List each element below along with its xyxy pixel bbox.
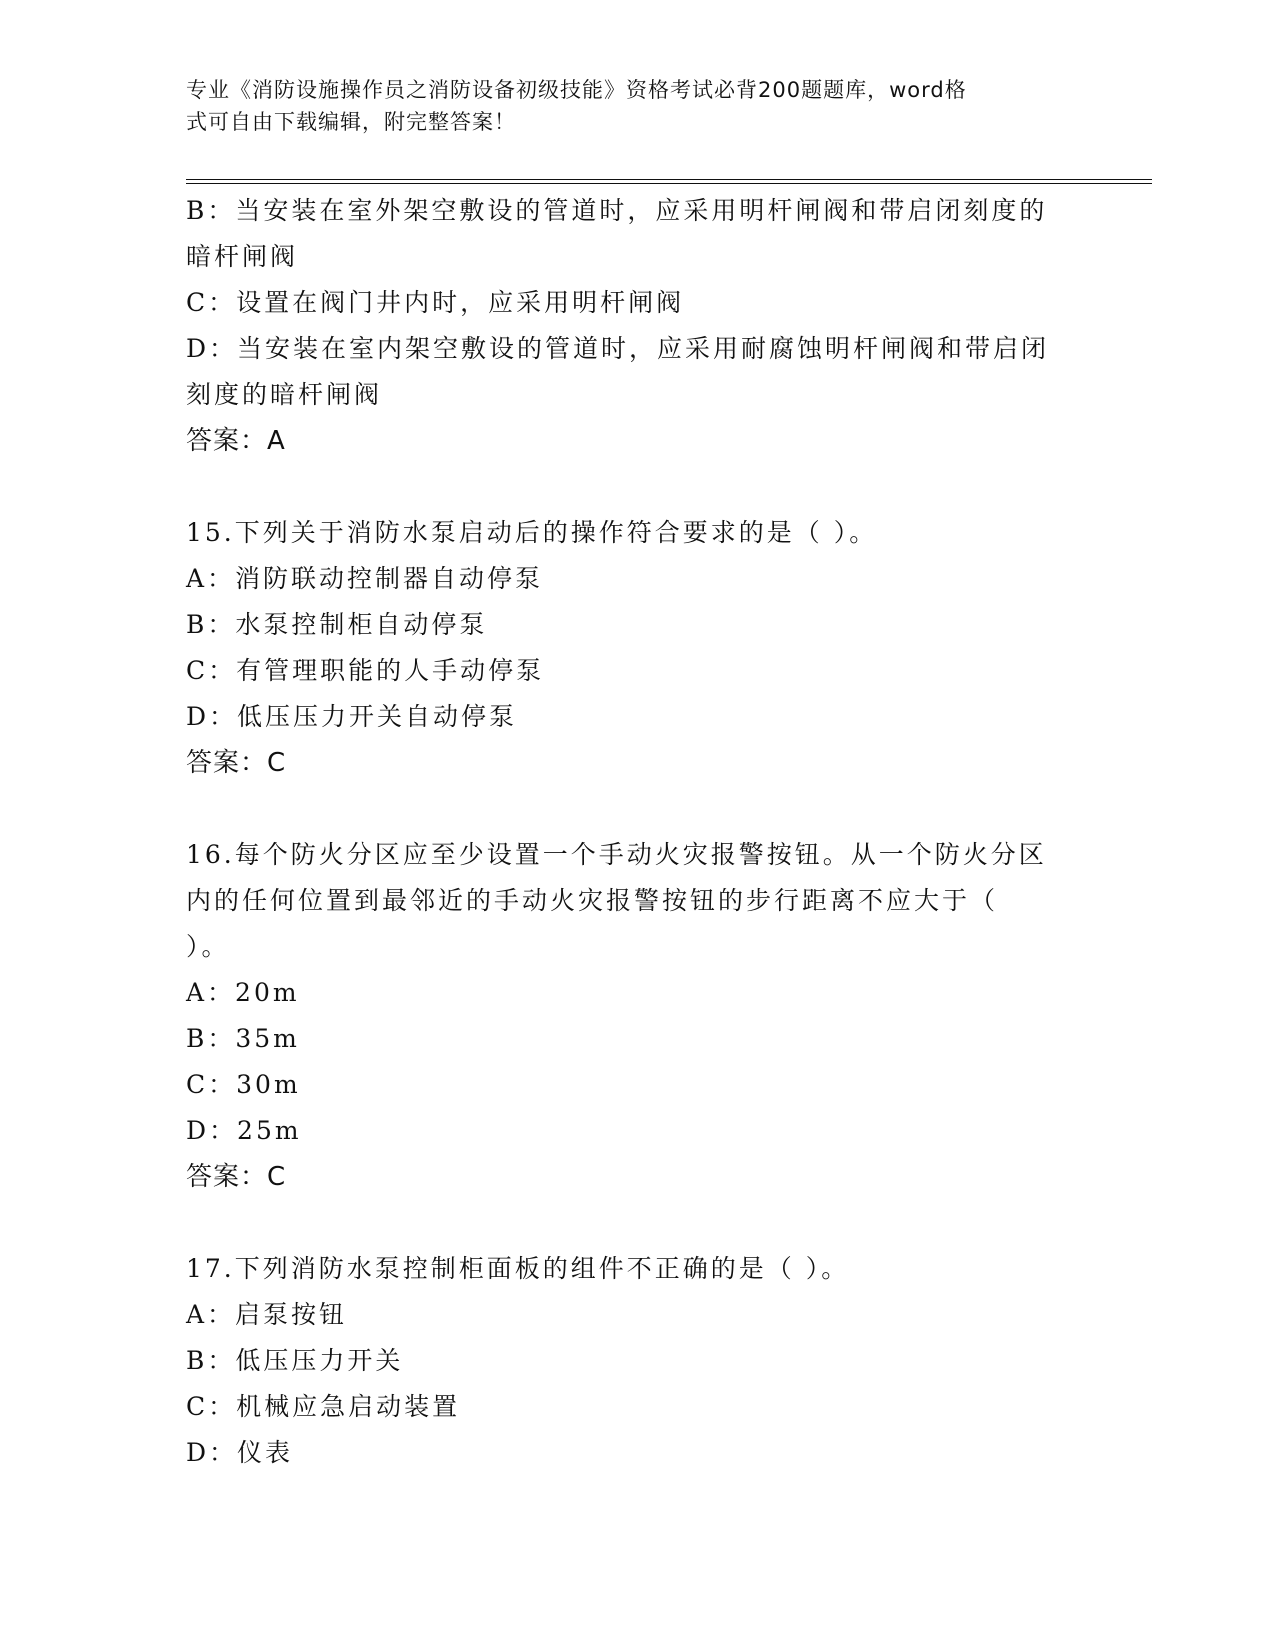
- option-a: A：20m: [186, 978, 300, 1007]
- question-block-15: [186, 510, 1086, 786]
- option-d: D：仪表: [186, 1438, 294, 1467]
- question-text-line-1: 16.每个防火分区应至少设置一个手动火灾报警按钮。从一个防火分区: [186, 840, 1047, 869]
- spacer: [186, 1200, 1086, 1246]
- option-d-line-1: D：当安装在室内架空敷设的管道时，应采用耐腐蚀明杆闸阀和带启闭: [186, 334, 1050, 363]
- spacer: [186, 464, 1086, 510]
- question-text-line-2: 内的任何位置到最邻近的手动火灾报警按钮的步行距离不应大于（: [186, 886, 999, 915]
- option-c: C：30m: [186, 1070, 301, 1099]
- option-c: C：有管理职能的人手动停泵: [186, 656, 545, 685]
- option-c: C：机械应急启动装置: [186, 1392, 461, 1421]
- option-d: D：25m: [186, 1116, 302, 1145]
- document-header: [186, 74, 1066, 138]
- question-block-17: [186, 1246, 1086, 1476]
- option-b-line-1: B：当安装在室外架空敷设的管道时，应采用明杆闸阀和带启闭刻度的: [186, 196, 1048, 225]
- option-d-line-2: 刻度的暗杆闸阀: [186, 380, 383, 409]
- option-d: D：低压压力开关自动停泵: [186, 702, 518, 731]
- answer: 答案：C: [186, 1162, 287, 1192]
- answer: 答案：A: [186, 426, 286, 456]
- header-divider-bottom: [186, 183, 1152, 184]
- option-a: A：启泵按钮: [186, 1300, 348, 1329]
- option-c: C：设置在阀门井内时，应采用明杆闸阀: [186, 288, 685, 317]
- question-text: 15.下列关于消防水泵启动后的操作符合要求的是（ ）。: [186, 518, 878, 547]
- header-divider-top: [186, 179, 1152, 180]
- question-list: [186, 188, 1086, 1476]
- header-line-1: 专业《消防设施操作员之消防设备初级技能》资格考试必背200题题库，word格: [186, 78, 967, 102]
- option-a: A：消防联动控制器自动停泵: [186, 564, 544, 593]
- header-line-2: 式可自由下载编辑，附完整答案！: [186, 110, 516, 134]
- question-text: 17.下列消防水泵控制柜面板的组件不正确的是（ ）。: [186, 1254, 850, 1283]
- option-b: B：水泵控制柜自动停泵: [186, 610, 488, 639]
- question-block-14: [186, 188, 1086, 464]
- answer: 答案：C: [186, 748, 287, 778]
- option-b: B：35m: [186, 1024, 300, 1053]
- option-b: B：低压压力开关: [186, 1346, 404, 1375]
- question-block-16: [186, 832, 1086, 1200]
- spacer: [186, 786, 1086, 832]
- question-text-line-3: ）。: [186, 932, 230, 961]
- option-b-line-2: 暗杆闸阀: [186, 242, 299, 271]
